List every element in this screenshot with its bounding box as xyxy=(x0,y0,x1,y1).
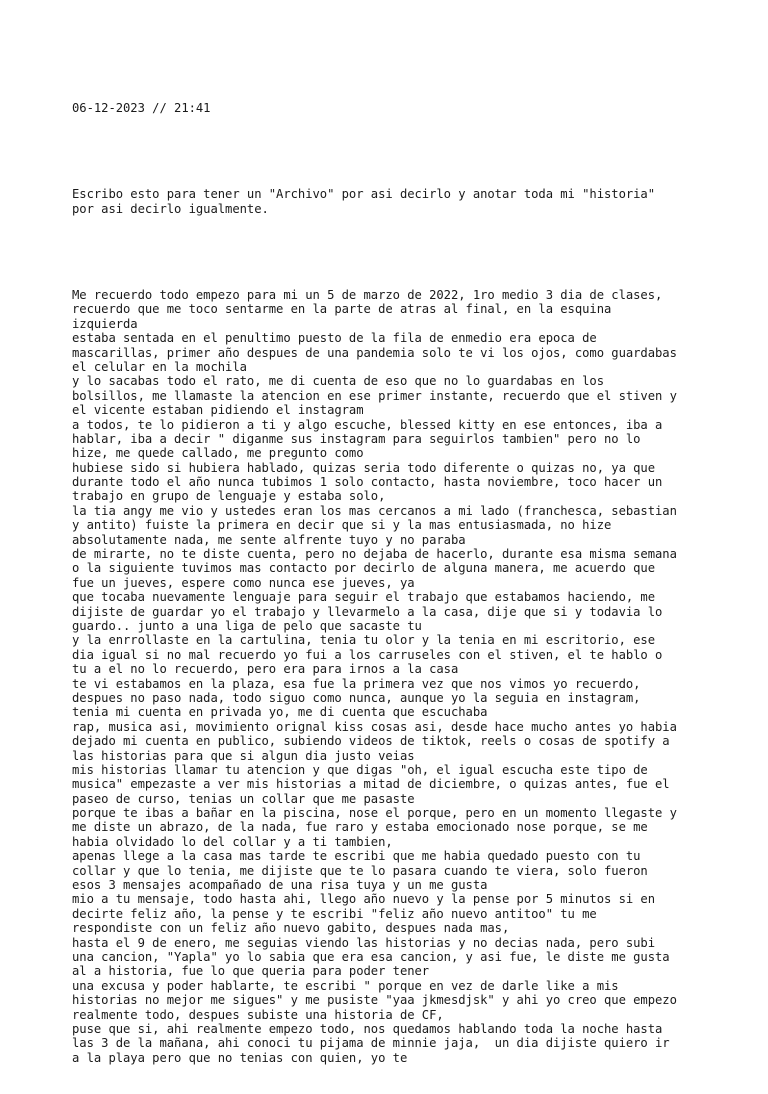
text-line: Escribo esto para tener un "Archivo" por asi decirlo y anotar toda mi "historia" xyxy=(72,187,656,202)
text-line: habia olvidado lo del collar y a ti tambien, xyxy=(72,834,393,849)
text-line: esos 3 mensajes acompañado de una risa tuya y un me gusta xyxy=(72,878,488,893)
text-line: recuerdo que me toco sentarme en la parte de atras al final, en la esquina xyxy=(72,302,612,317)
text-line: te vi estabamos en la plaza, esa fue la primera vez que nos vimos yo recuerdo, xyxy=(72,676,641,691)
text-line: puse que si, ahi realmente empezo todo, nos quedamos hablando toda la noche hasta xyxy=(72,1021,663,1036)
text-line: mis historias llamar tu atencion y que digas "oh, el igual escucha este tipo de xyxy=(72,762,648,777)
text-line: dejado mi cuenta en publico, subiendo videos de tiktok, reels o cosas de spotify a xyxy=(72,734,670,749)
text-line: decirte feliz año, la pense y te escribi "feliz año nuevo antitoo" tu me xyxy=(72,906,597,921)
text-line: tenia mi cuenta en privada yo, me di cuenta que escuchaba xyxy=(72,705,488,720)
text-line: me diste un abrazo, de la nada, fue raro y estaba emocionado nose porque, se me xyxy=(72,820,648,835)
text-line: izquierda xyxy=(72,316,138,331)
text-line: o la siguiente tuvimos mas contacto por decirlo de alguna manera, me acuerdo que xyxy=(72,561,656,576)
text-line: dia igual si no mal recuerdo yo fui a los carruseles con el stiven, el te hablo o xyxy=(72,647,663,662)
text-line: una excusa y poder hablarte, te escribi " porque en vez de darle like a mis xyxy=(72,978,619,993)
text-line: hubiese sido si hubiera hablado, quizas seria todo diferente o quizas no, ya que xyxy=(72,460,656,475)
text-line: dijiste de guardar yo el trabajo y llevarmelo a la casa, dije que si y todavia lo xyxy=(72,604,663,619)
text-line: y lo sacabas todo el rato, me di cuenta de eso que no lo guardabas en los xyxy=(72,374,604,389)
text-line: paseo de curso, tenias un collar que me pasaste xyxy=(72,791,415,806)
text-line: despues no paso nada, todo siguo como nunca, aunque yo la seguia en instagram, xyxy=(72,690,641,705)
text-line: guardo.. junto a una liga de pelo que sacaste tu xyxy=(72,619,422,633)
text-line: absolutamente nada, me sente alfrente tuyo y no paraba xyxy=(72,532,466,547)
text-line: una cancion, "Yapla" yo lo sabia que era esa cancion, y asi fue, le diste me gusta xyxy=(72,949,670,964)
text-line: durante todo el año nunca tubimos 1 solo contacto, hasta noviembre, toco hacer un xyxy=(72,475,663,490)
blank-line xyxy=(72,245,704,259)
text-line: respondiste con un feliz año nuevo gabito, despues nada mas, xyxy=(72,921,510,936)
text-line: las 3 de la mañana, ahi conoci tu pijama de minnie jaja, un dia dijiste quiero ir xyxy=(72,1036,670,1051)
text-line: al a historia, fue lo que queria para poder tener xyxy=(72,964,430,979)
text-line: mio a tu mensaje, todo hasta ahi, llego año nuevo y la pense por 5 minutos si en xyxy=(72,892,656,907)
text-line: Me recuerdo todo empezo para mi un 5 de marzo de 2022, 1ro medio 3 dia de clases, xyxy=(72,288,663,303)
text-line: trabajo en grupo de lenguaje y estaba solo, xyxy=(72,489,386,504)
text-line: tu a el no lo recuerdo, pero era para irnos a la casa xyxy=(72,662,459,677)
text-line: por asi decirlo igualmente. xyxy=(72,201,269,216)
text-line: y antito) fuiste la primera en decir que si y la mas entusiasmada, no hize xyxy=(72,518,612,533)
text-line: a la playa pero que no tenias con quien, yo te xyxy=(72,1050,408,1065)
text-line: musica" empezaste a ver mis historias a mitad de diciembre, o quizas antes, fue el xyxy=(72,777,670,792)
text-line: el celular en la mochila xyxy=(72,359,247,374)
text-line: fue un jueves, espere como nunca ese jueves, ya xyxy=(72,575,415,590)
text-line: de mirarte, no te diste cuenta, pero no dejaba de hacerlo, durante esa misma semana xyxy=(72,547,677,562)
text-line: bolsillos, me llamaste la atencion en ese primer instante, recuerdo que el stiven y xyxy=(72,388,677,403)
text-line: historias no mejor me sigues" y me pusiste "yaa jkmesdjsk" y ahi yo creo que empezo xyxy=(72,993,677,1008)
text-line: mascarillas, primer año despues de una pandemia solo te vi los ojos, como guardabas xyxy=(72,345,677,360)
text-line: porque te ibas a bañar en la piscina, nose el porque, pero en un momento llegaste y xyxy=(72,806,677,821)
text-line: y la enrrollaste en la cartulina, tenia tu olor y la tenia en mi escritorio, ese xyxy=(72,633,656,648)
document-text xyxy=(72,72,704,1094)
text-line: las historias para que si algun dia justo veias xyxy=(72,748,415,763)
document-date-header: 06-12-2023 // 21:41 xyxy=(72,100,211,115)
text-line: hize, me quede callado, me pregunto como xyxy=(72,446,364,461)
blank-line xyxy=(72,144,704,158)
text-line: el vicente estaban pidiendo el instagram xyxy=(72,403,364,418)
text-line: que tocaba nuevamente lenguaje para seguir el trabajo que estabamos haciendo, me xyxy=(72,590,656,605)
text-line: la tia angy me vio y ustedes eran los mas cercanos a mi lado (franchesca, sebastian xyxy=(72,503,677,518)
text-line: estaba sentada en el penultimo puesto de la fila de enmedio era epoca de xyxy=(72,331,597,346)
text-line: hasta el 9 de enero, me seguias viendo las historias y no decias nada, pero subi xyxy=(72,935,656,950)
intro-paragraph xyxy=(72,187,704,216)
text-line: apenas llege a la casa mas tarde te escribi que me habia quedado puesto con tu xyxy=(72,849,641,864)
text-line: a todos, te lo pidieron a ti y algo escuche, blessed kitty en ese entonces, iba a xyxy=(72,417,663,432)
story-paragraph xyxy=(72,288,704,1065)
text-line: rap, musica asi, movimiento orignal kiss cosas asi, desde hace mucho antes yo habia xyxy=(72,719,677,734)
text-line: collar y que lo tenia, me dijiste que te lo pasara cuando te viera, solo fueron xyxy=(72,863,648,878)
text-line: realmente todo, despues subiste una historia de CF, xyxy=(72,1007,444,1022)
text-line: hablar, iba a decir " diganme sus instagram para seguirlos tambien" pero no lo xyxy=(72,431,641,446)
